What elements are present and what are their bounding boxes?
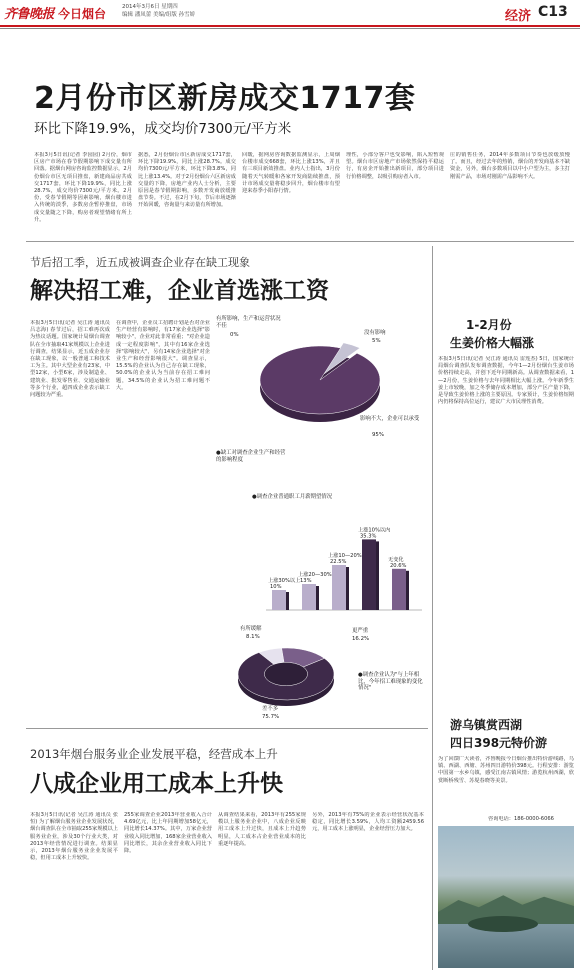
article3-col-2: 255家调查企业2013年营业收入合计4.69亿元，比上年同期增加58亿元，同比增长14.37%。其中，万家企业营业收入同比增加，168家企业营业收入同比增长，其余企业营业收入同比下降。 xyxy=(124,812,212,855)
lead-col-3: 回暖，据网房咨询数据监测显示，上周烟台楼市成交668套，环比上涨13%，并且有三项目新效推盘。业内人士指出，3月份随着天气转暖和各家开发商陆续推盘，预计市场成交量将稳步回升，烟台楼市有望迎来春季小阳春行情。 xyxy=(242,152,340,195)
article3-col-3: 从调查结果来看，2013年有255家规模以上服务业企业中，八成企业反映用工成本上升过快，且成本上升趋势明显，人工成本占企业营业成本的比重逐年提高。 xyxy=(218,812,306,847)
article3-headline: 八成企业用工成本上升快 xyxy=(30,771,283,797)
pie-extra-value-num: 0 xyxy=(230,332,234,338)
donut-label-worse: 更严重 xyxy=(352,628,369,634)
lead-col-4: 理性，小部分客户也受影响，陷入短暂观望。烟台市区房地产市场依然保持平稳运行，有房企开始推出新项目，部分项目进行价格调整，以吸引购房者入市。 xyxy=(346,152,444,180)
lead-col-1: 本报3月5日讯(记者 李园园) 2月份，烟市区房产市场在春节假期影响下成交量有所回落。据烟台网房咨询监控数据显示，2月份烟台市区无项目推盘，新建商品房共成交1717套，环比下降19.9%，同比上涨28.7%，成交均价7300元/平方米。2月份，受春节假期等因素影响，烟台楼市进入传统的淡季，多数房企暂停推盘，市场成交量随之下降，购房者观望情绪有所上升。 xyxy=(34,152,132,223)
bar-side-0 xyxy=(286,592,289,610)
side1-headline-1: 1-2月份 xyxy=(466,318,512,332)
pie-extra-value: 0% xyxy=(230,332,239,338)
lead-subhead: 环比下降19.9%，成交均价7300元/平方米 xyxy=(34,121,292,137)
lead-col-2: 据悉，2月份烟台市区新房成交1717套，环比下降19.9%，同比上涨28.7%。成交均价7300元/平方米，环比下降3.8%，同比上涨13.4%。对于2月份烟台六区新房成交量的下降，房地产业内人士分析，主要原因是春节假期影响，多数开发商放缓推盘节奏。不过，在2月下旬，节后市场逐渐开始回暖，咨询量与来访量有所增加。 xyxy=(138,152,236,209)
header-rule xyxy=(0,25,580,27)
bar-side-3 xyxy=(376,541,379,610)
side2-photo xyxy=(438,826,574,968)
masthead-logo xyxy=(4,3,116,21)
pie-label-small-impact: 影响不大，企业可以承受 xyxy=(360,416,420,422)
donut-value-same-num: 75.7 xyxy=(262,714,275,720)
chart-pie-impact xyxy=(212,310,428,490)
bar-label-3: 上涨10%以内 xyxy=(358,527,391,534)
donut-value-worse-num: 16.2 xyxy=(352,636,365,642)
bar-side-4 xyxy=(406,571,409,610)
sidebar-divider xyxy=(432,246,433,970)
bar-value-3: 35.3% xyxy=(360,533,377,540)
bar-0 xyxy=(272,590,286,610)
side1-headline-2: 生姜价格大幅涨 xyxy=(450,336,535,350)
donut-value-worse: 16.2% xyxy=(352,636,370,642)
donut-value-eased: 8.1% xyxy=(246,634,260,640)
bar-label-0: 上涨30%以上 xyxy=(268,578,301,584)
side2-headline-2: 四日398元特价游 xyxy=(450,736,548,750)
bar-label-4: 无变化 xyxy=(388,556,404,563)
masthead-title: 齐鲁晚报 xyxy=(4,7,55,22)
bar-4 xyxy=(392,569,406,610)
header-rule-thin xyxy=(0,28,580,29)
pie-title: ●缺工对调查企业生产和经营的影响程度 xyxy=(216,450,286,463)
bar-value-1: 13% xyxy=(300,578,312,584)
donut-label-same: 差不多 xyxy=(262,706,279,712)
bar-value-4: 20.6% xyxy=(390,562,407,569)
pie-label-no-impact: 没有影响 xyxy=(364,330,386,336)
chart-donut-change xyxy=(212,622,428,724)
pie-slice-1 xyxy=(260,346,380,414)
bar-3 xyxy=(362,539,376,610)
side2-phone: 咨询电话：186-0000-6066 xyxy=(488,816,554,822)
lead-headline: 2月份市区新房成交1717套 xyxy=(34,81,416,116)
side2-headline-1: 游乌镇赏西湖 xyxy=(450,718,523,732)
section-tab: 经济 xyxy=(505,9,532,24)
article3-col-4: 另外，2013年有75%的企业表示经营状况基本稳定，同比增长3.59%，人均工资额2459.56元，用工成本上涨明显，企业经营压力加大。 xyxy=(312,812,424,833)
pie-value-small-impact: 95% xyxy=(372,432,384,438)
pie-extra-label: 有所影响，生产和运营状况不佳 xyxy=(216,316,281,329)
bar-1 xyxy=(302,584,316,610)
pie-value-no-impact-num: 5 xyxy=(372,338,376,344)
chart-bar-salary xyxy=(212,492,428,622)
pie-value-no-impact: 5% xyxy=(372,338,381,344)
article2-col-1: 本报3月5日讯(记者 吴江涛 通讯员 吕志海) 春节过后，招工难再次成为热议话题。国家统计局烟台调查队在全市抽取41家规模以上企业进行调查，结果显示，近五成企业存在缺工现象，以一般普通工和技术工为主。其中大型企业有23家，中型12家，小型6家，涉及制造业、建筑业、批发零售业、交通运输业等多个行业，超四成企业表示缺工问题较为严重。 xyxy=(30,320,110,399)
article2-kicker: 节后招工季，近五成被调查企业存在缺工现象 xyxy=(30,256,250,269)
article3-col-1: 本报3月5日讯(记者 吴江涛 通讯员 张恒) 为了解烟台服务业企业发展状况，烟台调查队在全市抽取255家规模以上服务业企业，涉及30个行业大类，对2013年经营情况进行调查。结果显示，2013年烟台服务业企业发展平稳，但用工成本上升较快。 xyxy=(30,812,118,862)
article2-col-2: 在调查中，企业员工招聘计划是否对企业生产经营有影响时，有17家企业选择"影响较小"，企业对此非常看重；"对企业造成一定程度影响"，其中有16家企业选择"影响较大"，另有14家企业选择"对企业生产和经营影响很大"。调查显示，15.5%的企业认为自己存在缺工现象，50.0%的企业认为当前存在招工难问题，34.5%的企业认为招工难问题不大。 xyxy=(116,320,210,391)
bar-svg xyxy=(212,502,428,622)
donut-title: ●调查企业认为"与上年相比，今年招工难现象的变化情况" xyxy=(358,672,423,692)
article2-headline: 解决招工难，企业首选涨工资 xyxy=(30,278,329,304)
section-name: 今日烟台 xyxy=(58,7,107,21)
article2-divider xyxy=(26,728,428,729)
header-meta xyxy=(122,3,195,19)
bar-value-0: 10% xyxy=(270,584,282,590)
donut-value-eased-num: 8.1 xyxy=(246,634,255,640)
page-header xyxy=(0,0,580,24)
bar-value-2: 22.5% xyxy=(330,559,347,565)
editor-line: 编辑 潘凤蕾 美编/组版 孙雪娇 xyxy=(122,12,196,18)
side2-body: 为了回馈广大读者，齐鲁晚报今日烟台推出特价游线路，乌镇、西湖、西塘、苏州四日游特价398元。行程安排：游览中国第一水乡乌镇，感受江南古镇风情；游览杭州西湖，欣赏断桥残雪、苏堤春晓等美景。 xyxy=(438,756,574,784)
photo-island xyxy=(468,916,538,932)
date-line: 2014年3月6日 星期四 xyxy=(122,4,178,10)
pie-value-small-impact-num: 95 xyxy=(372,432,379,438)
bar-side-1 xyxy=(316,586,319,610)
donut-value-same: 75.7% xyxy=(262,714,280,720)
bar-side-2 xyxy=(346,567,349,610)
donut-label-eased: 有所缓解 xyxy=(240,626,262,632)
lead-col-5: 庄的销售任务，2014年多数项目节奏也放缓放慢了。而且，经过去年的热销，烟台的开发商基本不缺资金，另外，烟台多数项目以中小户型为主，多主打刚需产品，市场对刚需产品影响不大。 xyxy=(450,152,570,180)
side1-body: 本报3月5日讯(记者 吴江涛 通讯员 雷莲杰) 5日，国家统计局烟台调查队发布调查数据，今年1—2月份烟台生姜市场价格持续走高，并创下近年同期新高。从调查数据来看，1—2月份，生姜价格与去年同期相比大幅上涨。今年新季生姜上市较晚，加之冬季储存成本增加，部分产区产量下降，是导致生姜价格上涨的主要原因。专家预计，生姜价格短期内仍将保持高位运行，建议广大市民理性消费。 xyxy=(438,356,574,406)
article3-kicker: 2013年烟台服务业企业发展平稳，经营成本上升 xyxy=(30,747,278,761)
lead-divider xyxy=(26,241,574,242)
page-number: C13 xyxy=(538,4,568,20)
bar-title: ●调查企业普通职工月薪期望情况 xyxy=(252,494,333,500)
bar-label-1: 上涨20—30% xyxy=(298,572,332,578)
bar-2 xyxy=(332,565,346,610)
bar-label-2: 上涨10—20% xyxy=(328,553,362,559)
